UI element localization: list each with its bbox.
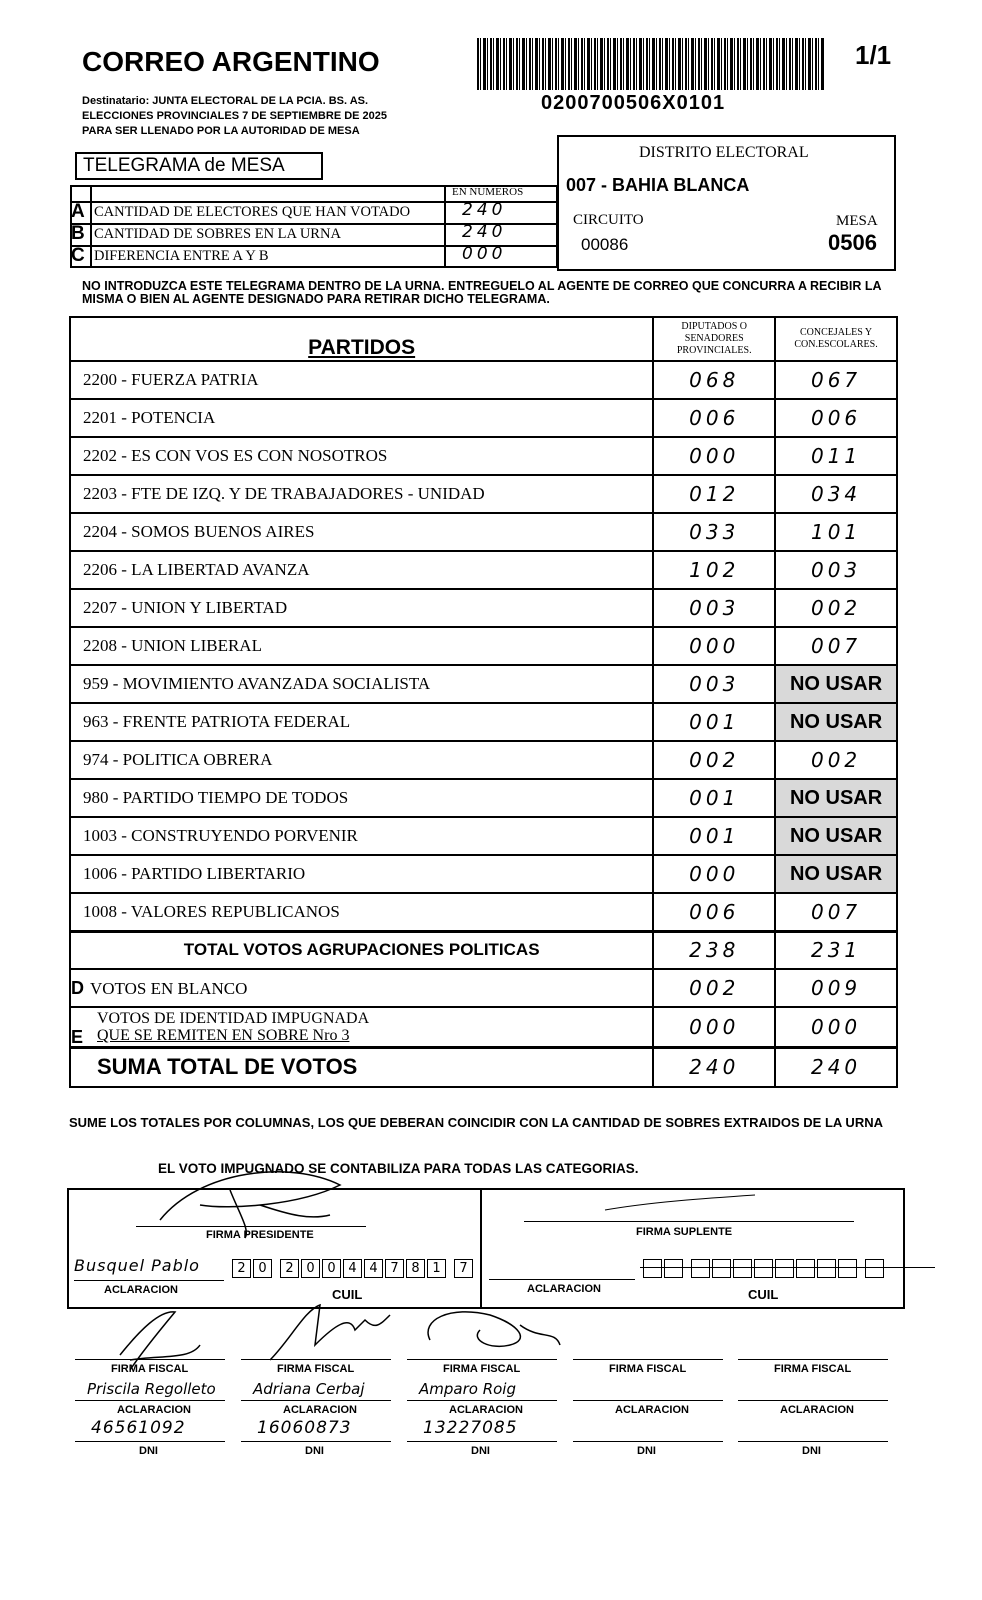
circuito-value: 00086	[581, 235, 629, 254]
suplente-cuil-boxes	[643, 1259, 886, 1278]
party-row	[70, 703, 897, 741]
presidente-aclaracion-value: Busquel Pablo	[74, 1256, 200, 1275]
table-header-row	[70, 317, 897, 361]
blank-label: VOTOS EN BLANCO	[90, 978, 248, 998]
suma-v1: 240	[653, 1047, 775, 1087]
vote-cell: 033	[653, 513, 775, 551]
suma-label: SUMA TOTAL DE VOTOS	[70, 1047, 653, 1087]
party-name: 1003 - CONSTRUYENDO PORVENIR	[70, 817, 653, 855]
party-row	[70, 475, 897, 513]
count-letter: B	[71, 223, 85, 244]
aclaracion-suplente-label: ACLARACION	[527, 1283, 601, 1295]
vote-cell: 101	[775, 513, 897, 551]
count-value: 000	[462, 244, 507, 264]
impugnado-note: EL VOTO IMPUGNADO SE CONTABILIZA PARA TODAS LAS CATEGORIAS.	[158, 1161, 639, 1176]
aclaracion-fiscal-label: ACLARACION	[615, 1404, 689, 1416]
cuil-suplente-label: CUIL	[748, 1287, 779, 1302]
district-value: 007 - BAHIA BLANCA	[566, 175, 750, 195]
firma-fiscal-label: FIRMA FISCAL	[277, 1363, 355, 1375]
vote-cell: 006	[775, 399, 897, 437]
no-usar-cell: NO USAR	[775, 817, 897, 855]
vote-cell: 000	[653, 437, 775, 475]
cuil-presidente-label: CUIL	[332, 1287, 363, 1302]
fiscal-dni-value: 13227085	[423, 1418, 518, 1438]
party-name: 2207 - UNION Y LIBERTAD	[70, 589, 653, 627]
firma-presidente-label: FIRMA PRESIDENTE	[206, 1229, 314, 1241]
count-letter: A	[71, 201, 85, 222]
vote-cell: 003	[653, 589, 775, 627]
party-name: 2206 - LA LIBERTAD AVANZA	[70, 551, 653, 589]
fiscal-dni-value: 16060873	[257, 1418, 352, 1438]
vote-cell: 002	[653, 741, 775, 779]
firma-fiscal-label: FIRMA FISCAL	[774, 1363, 852, 1375]
vote-cell: 002	[775, 589, 897, 627]
party-row	[70, 817, 897, 855]
aclaracion-fiscal-label: ACLARACION	[780, 1404, 854, 1416]
party-row	[70, 589, 897, 627]
fiscal-aclaracion-value: Amparo Roig	[419, 1380, 516, 1398]
party-row	[70, 361, 897, 399]
impugnada-letter: E	[71, 1026, 84, 1047]
district-label: DISTRITO ELECTORAL	[639, 144, 809, 161]
dni-label: DNI	[471, 1445, 490, 1457]
count-value: 240	[462, 200, 507, 220]
presidente-cuil-boxes: 2 0 2 0 0 4 4 7 8 1 7	[232, 1259, 475, 1278]
count-value: 240	[462, 222, 507, 242]
firma-suplente-label: FIRMA SUPLENTE	[636, 1226, 733, 1238]
vote-cell: 000	[653, 627, 775, 665]
count-label: DIFERENCIA ENTRE A Y B	[94, 248, 269, 264]
suma-row	[70, 1047, 897, 1087]
vote-cell: 006	[653, 893, 775, 931]
mesa-label: MESA	[836, 213, 878, 229]
blank-row	[70, 969, 897, 1007]
col1-header: DIPUTADOS O SENADORES PROVINCIALES.	[653, 317, 775, 361]
party-row	[70, 399, 897, 437]
vote-cell: 001	[653, 817, 775, 855]
count-label: CANTIDAD DE ELECTORES QUE HAN VOTADO	[94, 204, 411, 220]
dni-label: DNI	[802, 1445, 821, 1457]
vote-cell: 012	[653, 475, 775, 513]
total-v2: 231	[775, 931, 897, 969]
destinatario-block	[82, 94, 387, 139]
party-row	[70, 513, 897, 551]
fiscal-aclaracion-value: Adriana Cerbaj	[253, 1380, 365, 1398]
notice-text: NO INTRODUZCA ESTE TELEGRAMA DENTRO DE LA URNA. ENTREGUELO AL AGENTE DE CORREO QUE CONCURRA A RECIBIR LA MISMA O BIEN AL AGENTE DESIGNADO PARA RETIRAR DICHO TELEGRAMA.	[82, 279, 882, 306]
impugnada-label-1: VOTOS DE IDENTIDAD IMPUGNADA	[97, 1009, 370, 1027]
impugnada-label-2: QUE SE REMITEN EN SOBRE Nro 3	[97, 1026, 350, 1044]
firma-fiscal-label: FIRMA FISCAL	[443, 1363, 521, 1375]
aclaracion-fiscal-label: ACLARACION	[283, 1404, 357, 1416]
vote-cell: 003	[775, 551, 897, 589]
vote-cell: 068	[653, 361, 775, 399]
no-usar-cell: NO USAR	[775, 665, 897, 703]
vote-cell: 000	[653, 855, 775, 893]
telegrama-title: TELEGRAMA de MESA	[75, 152, 323, 180]
party-name: 974 - POLITICA OBRERA	[70, 741, 653, 779]
vote-cell: 003	[653, 665, 775, 703]
no-usar-cell: NO USAR	[775, 703, 897, 741]
count-label: CANTIDAD DE SOBRES EN LA URNA	[94, 226, 341, 242]
aclaracion-presidente-label: ACLARACION	[104, 1284, 178, 1296]
barcode	[477, 38, 825, 90]
suplente-mark	[600, 1190, 760, 1220]
en-numeros-header: EN NUMEROS	[452, 186, 524, 198]
page-number: 1/1	[855, 40, 892, 70]
firma-fiscal-label: FIRMA FISCAL	[111, 1363, 189, 1375]
vote-cell: 001	[653, 703, 775, 741]
party-row	[70, 437, 897, 475]
party-row	[70, 627, 897, 665]
total-label: TOTAL VOTOS AGRUPACIONES POLITICAS	[70, 931, 653, 969]
party-row	[70, 779, 897, 817]
party-name: 963 - FRENTE PATRIOTA FEDERAL	[70, 703, 653, 741]
dest-line-3: PARA SER LLENADO POR LA AUTORIDAD DE MESA	[82, 125, 360, 137]
party-row	[70, 741, 897, 779]
party-name: 980 - PARTIDO TIEMPO DE TODOS	[70, 779, 653, 817]
party-name: 2201 - POTENCIA	[70, 399, 653, 437]
fiscal-aclaracion-value: Priscila Regolleto	[87, 1380, 216, 1398]
no-usar-cell: NO USAR	[775, 855, 897, 893]
col2-header: CONCEJALES Y CON.ESCOLARES.	[775, 317, 897, 361]
vote-cell: 007	[775, 627, 897, 665]
firma-fiscal-label: FIRMA FISCAL	[609, 1363, 687, 1375]
dest-line-1: Destinatario: JUNTA ELECTORAL DE LA PCIA. BS. AS.	[82, 95, 369, 107]
partidos-header: PARTIDOS	[70, 317, 653, 361]
blank-letter: D	[71, 977, 84, 998]
party-name: 959 - MOVIMIENTO AVANZADA SOCIALISTA	[70, 665, 653, 703]
party-row	[70, 665, 897, 703]
vote-cell: 007	[775, 893, 897, 931]
aclaracion-fiscal-label: ACLARACION	[117, 1404, 191, 1416]
vote-cell: 102	[653, 551, 775, 589]
party-name: 2204 - SOMOS BUENOS AIRES	[70, 513, 653, 551]
total-v1: 238	[653, 931, 775, 969]
party-row	[70, 855, 897, 893]
presidente-signature	[140, 1160, 360, 1240]
blank-v2: 009	[775, 969, 897, 1007]
party-name: 2200 - FUERZA PATRIA	[70, 361, 653, 399]
blank-cell	[70, 969, 653, 1007]
total-row	[70, 931, 897, 969]
dni-label: DNI	[139, 1445, 158, 1457]
count-letter: C	[71, 245, 85, 266]
dni-label: DNI	[637, 1445, 656, 1457]
blank-v1: 002	[653, 969, 775, 1007]
impugnada-v1: 000	[653, 1007, 775, 1047]
party-name: 2202 - ES CON VOS ES CON NOSOTROS	[70, 437, 653, 475]
aclaracion-fiscal-label: ACLARACION	[449, 1404, 523, 1416]
party-row	[70, 893, 897, 931]
party-name: 1008 - VALORES REPUBLICANOS	[70, 893, 653, 931]
suma-v2: 240	[775, 1047, 897, 1087]
barcode-text: 0200700506X0101	[541, 92, 726, 114]
impugnada-v2: 000	[775, 1007, 897, 1047]
circuito-label: CIRCUITO	[573, 212, 644, 228]
parties-table	[69, 316, 898, 1088]
party-name: 2203 - FTE DE IZQ. Y DE TRABAJADORES - UNIDAD	[70, 475, 653, 513]
mesa-value: 0506	[828, 230, 877, 255]
impugnada-cell	[70, 1007, 653, 1047]
no-usar-cell: NO USAR	[775, 779, 897, 817]
company-name: CORREO ARGENTINO	[82, 46, 380, 77]
party-name: 2208 - UNION LIBERAL	[70, 627, 653, 665]
party-name: 1006 - PARTIDO LIBERTARIO	[70, 855, 653, 893]
dni-label: DNI	[305, 1445, 324, 1457]
party-row	[70, 551, 897, 589]
presidente-cuil-value	[232, 1258, 233, 1259]
vote-cell: 001	[653, 779, 775, 817]
fiscal-dni-value: 46561092	[91, 1418, 186, 1438]
vote-cell: 006	[653, 399, 775, 437]
vote-cell: 034	[775, 475, 897, 513]
footer-note: SUME LOS TOTALES POR COLUMNAS, LOS QUE DEBERAN COINCIDIR CON LA CANTIDAD DE SOBRES EXTRAIDOS DE LA URNA	[69, 1115, 883, 1130]
vote-cell: 011	[775, 437, 897, 475]
dest-line-2: ELECCIONES PROVINCIALES 7 DE SEPTIEMBRE DE 2025	[82, 110, 388, 122]
vote-cell: 067	[775, 361, 897, 399]
vote-cell: 002	[775, 741, 897, 779]
impugnada-row	[70, 1007, 897, 1047]
